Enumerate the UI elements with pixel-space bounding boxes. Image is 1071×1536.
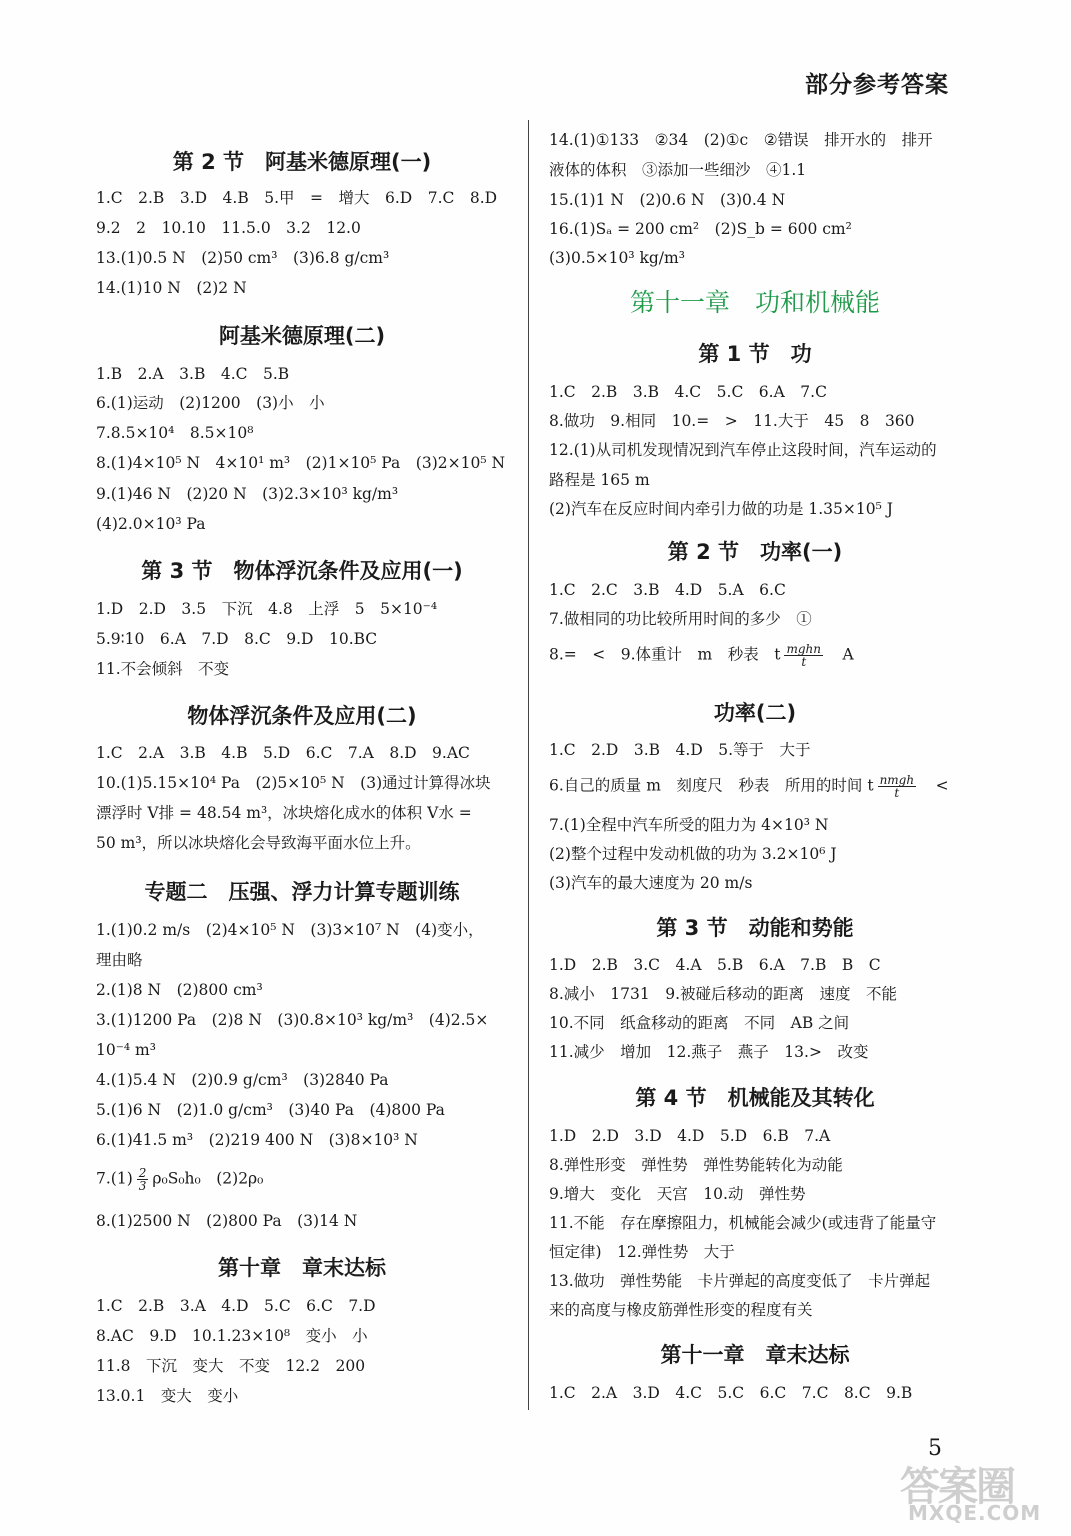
- answer-line: 13.做功 弹性势能 卡片弹起的高度变低了 卡片弹起: [549, 1272, 931, 1290]
- answer-text: ρ₀S₀h₀ (2)2ρ₀: [152, 1169, 264, 1188]
- section-heading: 第十章 章末达标: [218, 1256, 386, 1280]
- answer-line: 1.C 2.B 3.D 4.B 5.甲 = 增大 6.D 7.C 8.D: [96, 189, 498, 207]
- answer-line: (4)2.0×10³ Pa: [96, 515, 206, 533]
- answer-line-fraction: [96, 1167, 263, 1192]
- answer-line: 16.(1)Sₐ = 200 cm² (2)S_b = 600 cm²: [549, 220, 852, 238]
- answer-line: 恒定律) 12.弹性势 大于: [549, 1243, 735, 1261]
- section-heading: 阿基米德原理(二): [218, 324, 386, 348]
- section-heading: 第 2 节 阿基米德原理(一): [172, 150, 432, 174]
- answer-line: 理由略: [96, 951, 143, 969]
- section-heading: 第 2 节 功率(一): [667, 540, 843, 564]
- fraction: [878, 774, 917, 799]
- answer-line: 1.D 2.D 3.5 下沉 4.8 上浮 5 5×10⁻⁴: [96, 600, 438, 618]
- answer-text: A: [842, 645, 854, 664]
- answer-line: (2)汽车在反应时间内牵引力做的功是 1.35×10⁵ J: [549, 500, 893, 518]
- answer-line: 13.(1)0.5 N (2)50 cm³ (3)6.8 g/cm³: [96, 249, 390, 267]
- answer-text: <: [935, 776, 949, 795]
- section-heading: 物体浮沉条件及应用(二): [187, 704, 417, 728]
- answer-line: 8.减小 1731 9.被碰后移动的距离 速度 不能: [549, 985, 898, 1003]
- page-header-title: 部分参考答案: [805, 72, 949, 98]
- answer-line: 11.不会倾斜 不变: [96, 660, 230, 678]
- answer-line: 1.C 2.D 3.B 4.D 5.等于 大于: [549, 741, 811, 759]
- watermark-url: MXQE.COM: [908, 1501, 1042, 1525]
- answer-line: 1.D 2.D 3.D 4.D 5.D 6.B 7.A: [549, 1127, 831, 1145]
- answer-line: 1.C 2.A 3.B 4.B 5.D 6.C 7.A 8.D 9.AC: [96, 744, 470, 762]
- answer-line: 10.(1)5.15×10⁴ Pa (2)5×10⁵ N (3)通过计算得冰块: [96, 774, 491, 792]
- answer-text: 6.自己的质量 m 刻度尺 秒表 所用的时间 t: [549, 776, 874, 795]
- answer-line: 7.(1)全程中汽车所受的阻力为 4×10³ N: [549, 816, 829, 834]
- answer-line: 来的高度与橡皮筋弹性形变的程度有关: [549, 1301, 813, 1319]
- answer-line: 3.(1)1200 Pa (2)8 N (3)0.8×10³ kg/m³ (4)2.5×: [96, 1011, 489, 1029]
- answer-text: 7.(1): [96, 1169, 133, 1188]
- answer-line: 8.弹性形变 弹性势 弹性势能转化为动能: [549, 1156, 843, 1174]
- answer-line: 9.增大 变化 天宫 10.动 弹性势: [549, 1185, 806, 1203]
- answer-line: 4.(1)5.4 N (2)0.9 g/cm³ (3)2840 Pa: [96, 1071, 389, 1089]
- answer-text: 8.= < 9.体重计 m 秒表 t: [549, 645, 781, 664]
- fraction-denominator: t: [894, 786, 900, 800]
- answer-line: 9.(1)46 N (2)20 N (3)2.3×10³ kg/m³: [96, 485, 399, 503]
- answer-line: (3)0.5×10³ kg/m³: [549, 249, 685, 267]
- answer-line: 12.(1)从司机发现情况到汽车停止这段时间，汽车运动的: [549, 441, 937, 459]
- answer-line: 1.C 2.C 3.B 4.D 5.A 6.C: [549, 581, 786, 599]
- section-heading: 专题二 压强、浮力计算专题训练: [144, 880, 460, 904]
- answer-line: 液体的体积 ③添加一些细沙 ④1.1: [549, 161, 807, 179]
- answer-line: 8.(1)4×10⁵ N 4×10¹ m³ (2)1×10⁵ Pa (3)2×10⁵ N: [96, 454, 506, 472]
- section-heading: 第 3 节 动能和势能: [656, 916, 854, 940]
- answer-line: 漂浮时 V排 = 48.54 m³，冰块熔化成水的体积 V水 =: [96, 804, 472, 822]
- answer-line: 10.不同 纸盒移动的距离 不同 AB 之间: [549, 1014, 850, 1032]
- answer-line: 1.C 2.B 3.B 4.C 5.C 6.A 7.C: [549, 383, 827, 401]
- fraction-denominator: t: [801, 655, 807, 669]
- answer-line: 8.AC 9.D 10.1.23×10⁸ 变小 小: [96, 1327, 368, 1345]
- section-heading: 第十一章 章末达标: [660, 1343, 850, 1367]
- answer-line: 9.2 2 10.10 11.5.0 3.2 12.0: [96, 219, 361, 237]
- answer-line: 7.做相同的功比较所用时间的多少 ①: [549, 610, 812, 628]
- answer-line: 14.(1)①133 ②34 (2)①c ②错误 排开水的 排开: [549, 131, 933, 149]
- answer-line: 1.D 2.B 3.C 4.A 5.B 6.A 7.B B C: [549, 956, 881, 974]
- section-heading: 功率(二): [713, 701, 797, 725]
- answer-line: 11.减少 增加 12.燕子 燕子 13.> 改变: [549, 1043, 869, 1061]
- answer-line: 11.不能 存在摩擦阻力，机械能会减少(或违背了能量守: [549, 1214, 937, 1232]
- watermark-logo: [900, 1455, 1060, 1530]
- chapter-title: 第十一章 功和机械能: [629, 288, 880, 317]
- fraction-numerator: 2: [138, 1166, 147, 1180]
- answer-line: 6.(1)41.5 m³ (2)219 400 N (3)8×10³ N: [96, 1131, 418, 1149]
- answer-line: 8.做功 9.相同 10.= > 11.大于 45 8 360: [549, 412, 915, 430]
- answer-line: 11.8 下沉 变大 不变 12.2 200: [96, 1357, 366, 1375]
- answer-line: 8.(1)2500 N (2)800 Pa (3)14 N: [96, 1212, 358, 1230]
- fraction: [784, 643, 823, 668]
- answer-line: 5.(1)6 N (2)1.0 g/cm³ (3)40 Pa (4)800 Pa: [96, 1101, 445, 1119]
- answer-line: 2.(1)8 N (2)800 cm³: [96, 981, 263, 999]
- answer-line: 1.C 2.A 3.D 4.C 5.C 6.C 7.C 8.C 9.B: [549, 1384, 913, 1402]
- fraction-numerator: nmgh: [879, 773, 915, 787]
- answer-line: 6.(1)运动 (2)1200 (3)小 小: [96, 394, 325, 412]
- answer-line: 1.(1)0.2 m/s (2)4×10⁵ N (3)3×10⁷ N (4)变小，: [96, 921, 484, 939]
- answer-line: (3)汽车的最大速度为 20 m/s: [549, 874, 753, 892]
- answer-line-fraction: [549, 643, 854, 668]
- watermark-text: 答案圈: [900, 1464, 1014, 1510]
- answer-line: 14.(1)10 N (2)2 N: [96, 279, 247, 297]
- answer-line: 5.9∶10 6.A 7.D 8.C 9.D 10.BC: [96, 630, 378, 648]
- section-heading: 第 1 节 功: [698, 342, 812, 366]
- column-divider: [528, 120, 529, 1410]
- fraction-denominator: 3: [138, 1179, 147, 1193]
- answer-line: 50 m³，所以冰块熔化会导致海平面水位上升。: [96, 834, 421, 852]
- page-number: 5: [928, 1436, 942, 1461]
- answer-line: 路程是 165 m: [549, 471, 650, 489]
- section-heading: 第 3 节 物体浮沉条件及应用(一): [141, 559, 463, 583]
- answer-line-fraction: [549, 774, 949, 799]
- answer-line: 15.(1)1 N (2)0.6 N (3)0.4 N: [549, 191, 786, 209]
- fraction: [137, 1167, 149, 1192]
- answer-line: 10⁻⁴ m³: [96, 1041, 156, 1059]
- section-heading: 第 4 节 机械能及其转化: [635, 1086, 875, 1110]
- fraction-numerator: mghn: [786, 642, 822, 656]
- answer-line: 13.0.1 变大 变小: [96, 1387, 239, 1405]
- answer-line: 7.8.5×10⁴ 8.5×10⁸: [96, 424, 254, 442]
- answer-line: 1.B 2.A 3.B 4.C 5.B: [96, 365, 290, 383]
- answer-line: 1.C 2.B 3.A 4.D 5.C 6.C 7.D: [96, 1297, 376, 1315]
- answer-line: (2)整个过程中发动机做的功为 3.2×10⁶ J: [549, 845, 837, 863]
